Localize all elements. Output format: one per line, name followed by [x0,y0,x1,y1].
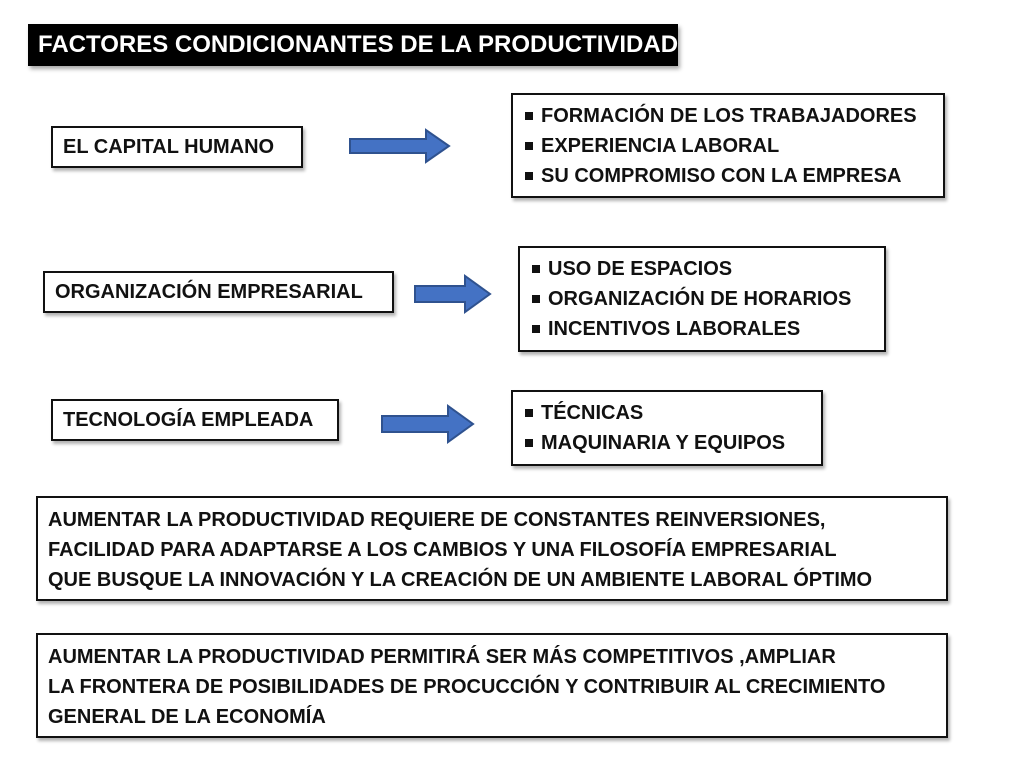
square-bullet-icon [525,142,533,150]
list-item: MAQUINARIA Y EQUIPOS [523,428,811,458]
list-item: EXPERIENCIA LABORAL [523,131,933,161]
square-bullet-icon [525,172,533,180]
square-bullet-icon [532,325,540,333]
text-line: QUE BUSQUE LA INNOVACIÓN Y LA CREACIÓN DE UN AMBIENTE LABORAL ÓPTIMO [48,569,873,591]
arrow-right-icon [380,404,476,444]
text-line: GENERAL DE LA ECONOMÍA [48,706,326,728]
square-bullet-icon [532,265,540,273]
arrow-right-icon [413,274,493,314]
list-item: ORGANIZACIÓN DE HORARIOS [530,284,874,314]
factor-capital-humano-details [511,93,945,198]
conclusion-competitividad [36,633,948,738]
list-item: SU COMPROMISO CON LA EMPRESA [523,161,933,191]
factor-tecnologia-empleada: TECNOLOGÍA EMPLEADA [51,399,339,441]
page-title: FACTORES CONDICIONANTES DE LA PRODUCTIVIDAD [28,24,678,66]
list-item: TÉCNICAS [523,398,811,428]
list-item: INCENTIVOS LABORALES [530,314,874,344]
list-item: FORMACIÓN DE LOS TRABAJADORES [523,101,933,131]
text-line: AUMENTAR LA PRODUCTIVIDAD REQUIERE DE CONSTANTES REINVERSIONES, [48,509,826,531]
text-line: AUMENTAR LA PRODUCTIVIDAD PERMITIRÁ SER MÁS COMPETITIVOS ,AMPLIAR [48,646,836,668]
square-bullet-icon [525,409,533,417]
list-item: USO DE ESPACIOS [530,254,874,284]
factor-organizacion-empresarial-details [518,246,886,352]
square-bullet-icon [525,112,533,120]
factor-tecnologia-empleada-details [511,390,823,466]
conclusion-reinversiones [36,496,948,601]
factor-organizacion-empresarial: ORGANIZACIÓN EMPRESARIAL [43,271,394,313]
square-bullet-icon [532,295,540,303]
square-bullet-icon [525,439,533,447]
text-line: LA FRONTERA DE POSIBILIDADES DE PROCUCCIÓN Y CONTRIBUIR AL CRECIMIENTO [48,676,886,698]
arrow-right-icon [348,128,452,164]
text-line: FACILIDAD PARA ADAPTARSE A LOS CAMBIOS Y UNA FILOSOFÍA EMPRESARIAL [48,539,837,561]
factor-capital-humano: EL CAPITAL HUMANO [51,126,303,168]
